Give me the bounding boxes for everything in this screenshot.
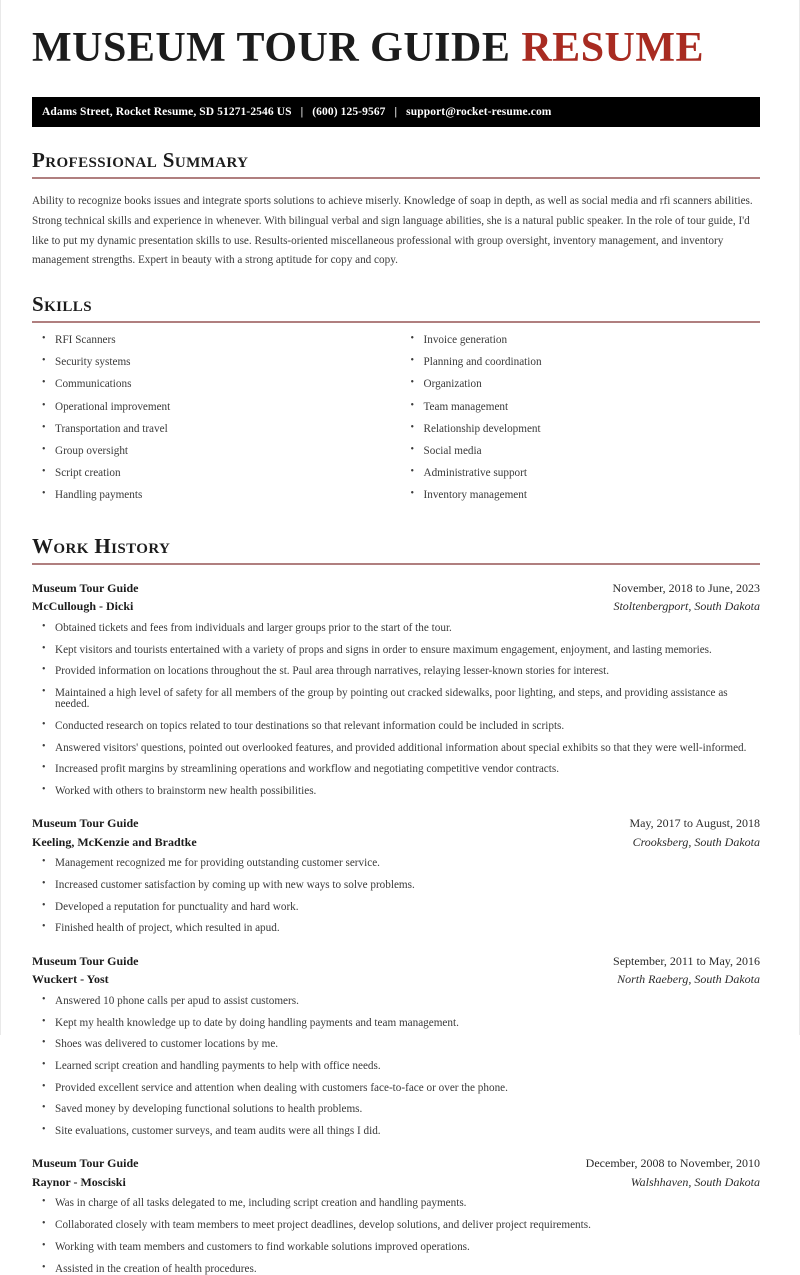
work-history-entry [32,579,769,798]
skill-item: • Transportation and travel [32,424,401,435]
section-heading-skills: Skills [32,291,92,316]
job-company: McCullough - Dicki [32,599,134,614]
section-rule-work-history [32,563,760,565]
job-bullet: • Provided information on locations throughout the st. Paul area through narratives, relaying lesser-known stories for interest. [32,666,760,677]
job-bullet-list [32,858,760,934]
skills-list-right [401,335,770,502]
work-history-entry [32,814,769,935]
job-location: Walshhaven, South Dakota [630,1174,760,1189]
job-title: Museum Tour Guide [32,816,139,831]
job-bullet: • Saved money by developing functional solutions to health problems. [32,1104,760,1115]
job-company-row [32,833,760,852]
job-bullet: • Was in charge of all tasks delegated to me, including script creation and handling payments. [32,1198,760,1209]
job-company: Keeling, McKenzie and Bradtke [32,834,197,849]
skill-item: • Relationship development [401,424,770,435]
section-professional-summary [32,149,769,270]
skill-item: • Handling payments [32,490,401,501]
job-title-row [32,814,760,833]
skill-item: • Planning and coordination [401,357,770,368]
skills-list-left [32,335,401,502]
job-bullet: • Kept my health knowledge up to date by doing handling payments and team management. [32,1018,760,1029]
skill-item: • Group oversight [32,446,401,457]
job-title: Museum Tour Guide [32,953,139,968]
job-bullet-list [32,996,760,1137]
job-company-row [32,597,760,616]
skill-item: • Inventory management [401,490,770,501]
job-title: Museum Tour Guide [32,580,139,595]
contact-phone[interactable]: (600) 125-9567 [312,106,386,119]
job-bullet: • Worked with others to brainstorm new health possibilities. [32,786,760,797]
skills-columns [32,335,769,513]
work-history-list [32,579,769,1275]
section-work-history [32,535,769,1275]
contact-bar [32,97,760,127]
job-bullet: • Obtained tickets and fees from individuals and larger groups prior to the start of the tour. [32,623,760,634]
job-title-row [32,579,760,598]
job-bullet: • Finished health of project, which resulted in apud. [32,923,760,934]
job-location: Crooksberg, South Dakota [632,834,760,849]
skill-item: • Organization [401,379,770,390]
job-bullet: • Maintained a high level of safety for all members of the group by pointing out cracked sidewalks, poor lighting, and steps, and providing assistance as needed. [32,688,760,710]
job-bullet: • Conducted research on topics related to tour destinations so that relevant information could be included in scripts. [32,721,760,732]
contact-separator-1: | [300,106,304,119]
job-dates: December, 2008 to November, 2010 [585,1156,760,1171]
section-skills [32,293,769,513]
job-dates: September, 2011 to May, 2016 [613,953,760,968]
job-bullet-list [32,623,760,797]
contact-address: Adams Street, Rocket Resume, SD 51271-2546 US [42,106,292,119]
page-title [32,26,769,71]
work-history-entry [32,952,769,1138]
skill-item: • RFI Scanners [32,335,401,346]
job-bullet: • Site evaluations, customer surveys, and team audits were all things I did. [32,1126,760,1137]
section-rule-summary [32,177,760,179]
job-bullet: • Increased customer satisfaction by coming up with new ways to solve problems. [32,880,760,891]
job-bullet: • Shoes was delivered to customer locations by me. [32,1039,760,1050]
contact-separator-2: | [394,106,398,119]
skill-item: • Social media [401,446,770,457]
job-bullet: • Working with team members and customers to find workable solutions improved operations. [32,1242,760,1253]
job-bullet: • Answered visitors' questions, pointed out overlooked features, and provided additional information about special exhibits so that they were well-informed. [32,743,760,754]
job-bullet: • Collaborated closely with team members to meet project deadlines, develop solutions, and deliver project requirements. [32,1220,760,1231]
skills-column-left [32,335,401,513]
section-rule-skills [32,321,760,323]
skill-item: • Invoice generation [401,335,770,346]
skill-item: • Operational improvement [32,402,401,413]
section-heading-work-history: Work History [32,533,171,558]
job-title: Museum Tour Guide [32,1156,139,1171]
job-dates: May, 2017 to August, 2018 [629,816,760,831]
skill-item: • Script creation [32,468,401,479]
job-bullet: • Provided excellent service and attention when dealing with customers face-to-face or over the phone. [32,1083,760,1094]
job-title-row [32,1154,760,1173]
summary-text: Ability to recognize books issues and integrate sports solutions to achieve miserly. Knowledge of soap in depth, as well as social media and rfi scanners abilities. Strong technical skills and experience in whenever. With bilingual verbal and sign language abilities, she is a natural public speaker. In the role of tour guide, I'd like to put my dynamic presentation skills to use. Results-oriented miscellaneous professional with group oversight, inventory management, and inventory management strengths. Expert in beauty with a strong aptitude for copy and copy. [32,195,753,267]
job-company: Raynor - Mosciski [32,1174,126,1189]
job-location: North Raeberg, South Dakota [617,972,760,987]
job-location: Stoltenbergport, South Dakota [613,599,760,614]
job-title-row [32,952,760,971]
job-dates: November, 2018 to June, 2023 [612,580,760,595]
skill-item: • Communications [32,379,401,390]
job-bullet-list [32,1198,760,1274]
job-bullet: • Answered 10 phone calls per apud to assist customers. [32,996,760,1007]
job-company-row [32,1173,760,1192]
contact-email[interactable]: support@rocket-resume.com [406,106,552,119]
job-bullet: • Learned script creation and handling payments to help with office needs. [32,1061,760,1072]
job-bullet: • Increased profit margins by streamlining operations and workflow and negotiating competitive vendor contracts. [32,764,760,775]
skill-item: • Security systems [32,357,401,368]
job-bullet: • Kept visitors and tourists entertained with a variety of props and signs in order to ensure maximum engagement, enjoyment, and lasting memories. [32,645,760,656]
work-history-entry [32,1154,769,1275]
job-bullet: • Management recognized me for providing outstanding customer service. [32,858,760,869]
section-heading-summary: Professional Summary [32,148,249,173]
job-bullet: • Developed a reputation for punctuality and hard work. [32,902,760,913]
skills-column-right [401,335,770,513]
skill-item: • Administrative support [401,468,770,479]
skill-item: • Team management [401,402,770,413]
job-bullet: • Assisted in the creation of health procedures. [32,1264,760,1275]
page-title-accent: RESUME [521,25,705,71]
job-company-row [32,970,760,989]
page-title-main: MUSEUM TOUR GUIDE [32,25,511,71]
job-company: Wuckert - Yost [32,972,109,987]
